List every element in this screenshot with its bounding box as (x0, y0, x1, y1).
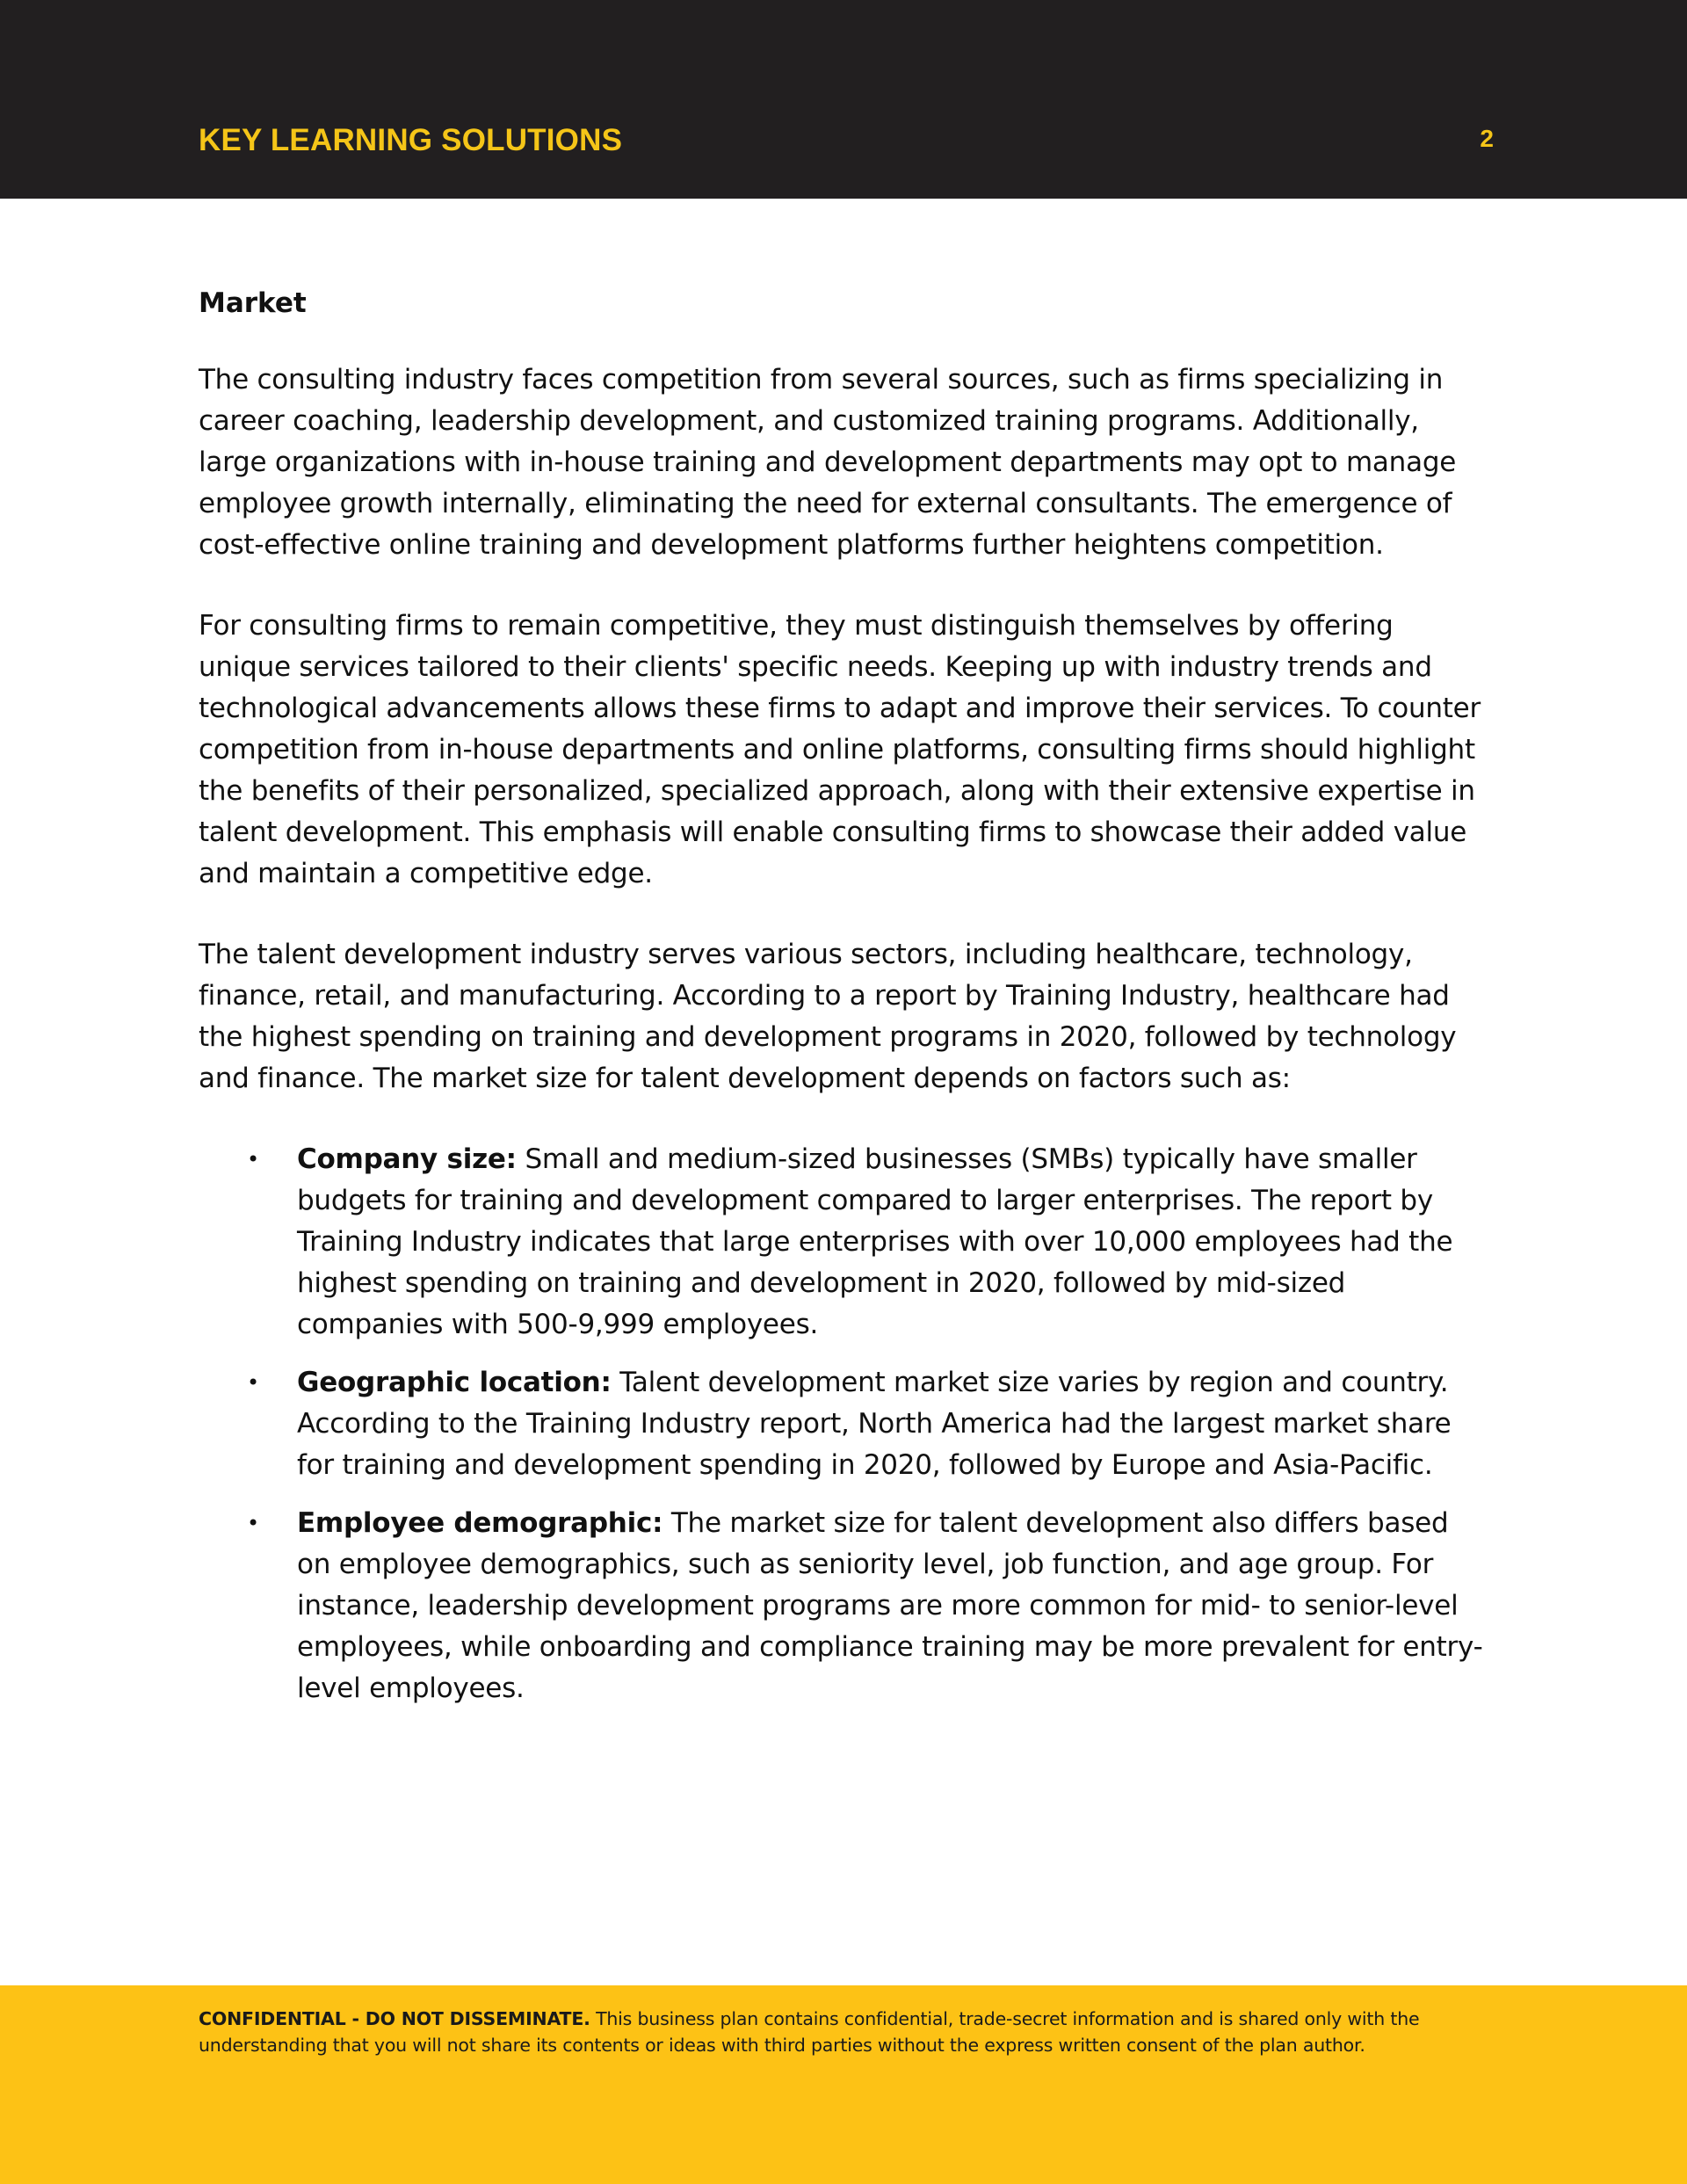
page-number: 2 (1480, 125, 1494, 152)
confidentiality-notice (199, 2006, 1499, 2058)
confidential-label: CONFIDENTIAL - DO NOT DISSEMINATE. (199, 2008, 590, 2029)
page-content (199, 286, 1490, 1726)
document-title: KEY LEARNING SOLUTIONS (199, 123, 623, 157)
bullet-icon: • (247, 1511, 259, 1535)
list-item-employee-demographic (199, 1503, 1490, 1709)
bullet-icon: • (247, 1370, 259, 1395)
bullet-icon: • (247, 1147, 259, 1172)
list-item-geographic-location (199, 1362, 1490, 1486)
page-header (0, 0, 1687, 199)
section-heading: Market (199, 287, 307, 319)
bullet-text: Small and medium-sized businesses (SMBs) typically have smaller budgets for training and development compared to larger enterprises. The report by Training Industry indicates that large enterprises with over 10,000 employees had the highest spending on training and development in 2020, followed by mid-sized companies with 500-9,999 employees. (297, 1143, 1453, 1340)
bullet-term: Company size: (297, 1143, 517, 1175)
bullet-text: The market size for talent development also differs based on employee demographics, such as seniority level, job function, and age group. For instance, leadership development programs are more common for mid- to senior-level employees, while onboarding and compliance training may be more prevalent for entry-level employees. (297, 1507, 1483, 1704)
market-factors-list (199, 1139, 1490, 1709)
paragraph-competition: The consulting industry faces competition from several sources, such as firms specializing in career coaching, leadership development, and customized training programs. Additionally, large organizations with in-house training and development departments may opt to manage employee growth internally, eliminating the need for external consultants. The emergence of cost-effective online training and development platforms further heightens competition. (199, 364, 1457, 561)
paragraph-market-size: The talent development industry serves various sectors, including healthcare, technology, finance, retail, and manufacturing. According to a report by Training Industry, healthcare had the highest spending on training and development programs in 2020, followed by technology and finance. The market size for talent development depends on factors such as: (199, 939, 1457, 1094)
bullet-term: Geographic location: (297, 1367, 612, 1398)
list-item-company-size (199, 1139, 1490, 1346)
confidential-text: This business plan contains confidential, trade-secret information and is shared only with the understanding that you will not share its contents or ideas with third parties without the express written consent of the plan author. (199, 2008, 1420, 2056)
page-footer (0, 1985, 1687, 2184)
bullet-term: Employee demographic: (297, 1507, 663, 1539)
bullet-text: Talent development market size varies by region and country. According to the Training Industry report, North America had the largest market share for training and development spending in 2020, followed by Europe and Asia-Pacific. (297, 1367, 1452, 1481)
paragraph-differentiation: For consulting firms to remain competitive, they must distinguish themselves by offering unique services tailored to their clients' specific needs. Keeping up with industry trends and technological advancements allows these firms to adapt and improve their services. To counter competition from in-house departments and online platforms, consulting firms should highlight the benefits of their personalized, specialized approach, along with their extensive expertise in talent development. This emphasis will enable consulting firms to showcase their added value and maintain a competitive edge. (199, 610, 1481, 889)
